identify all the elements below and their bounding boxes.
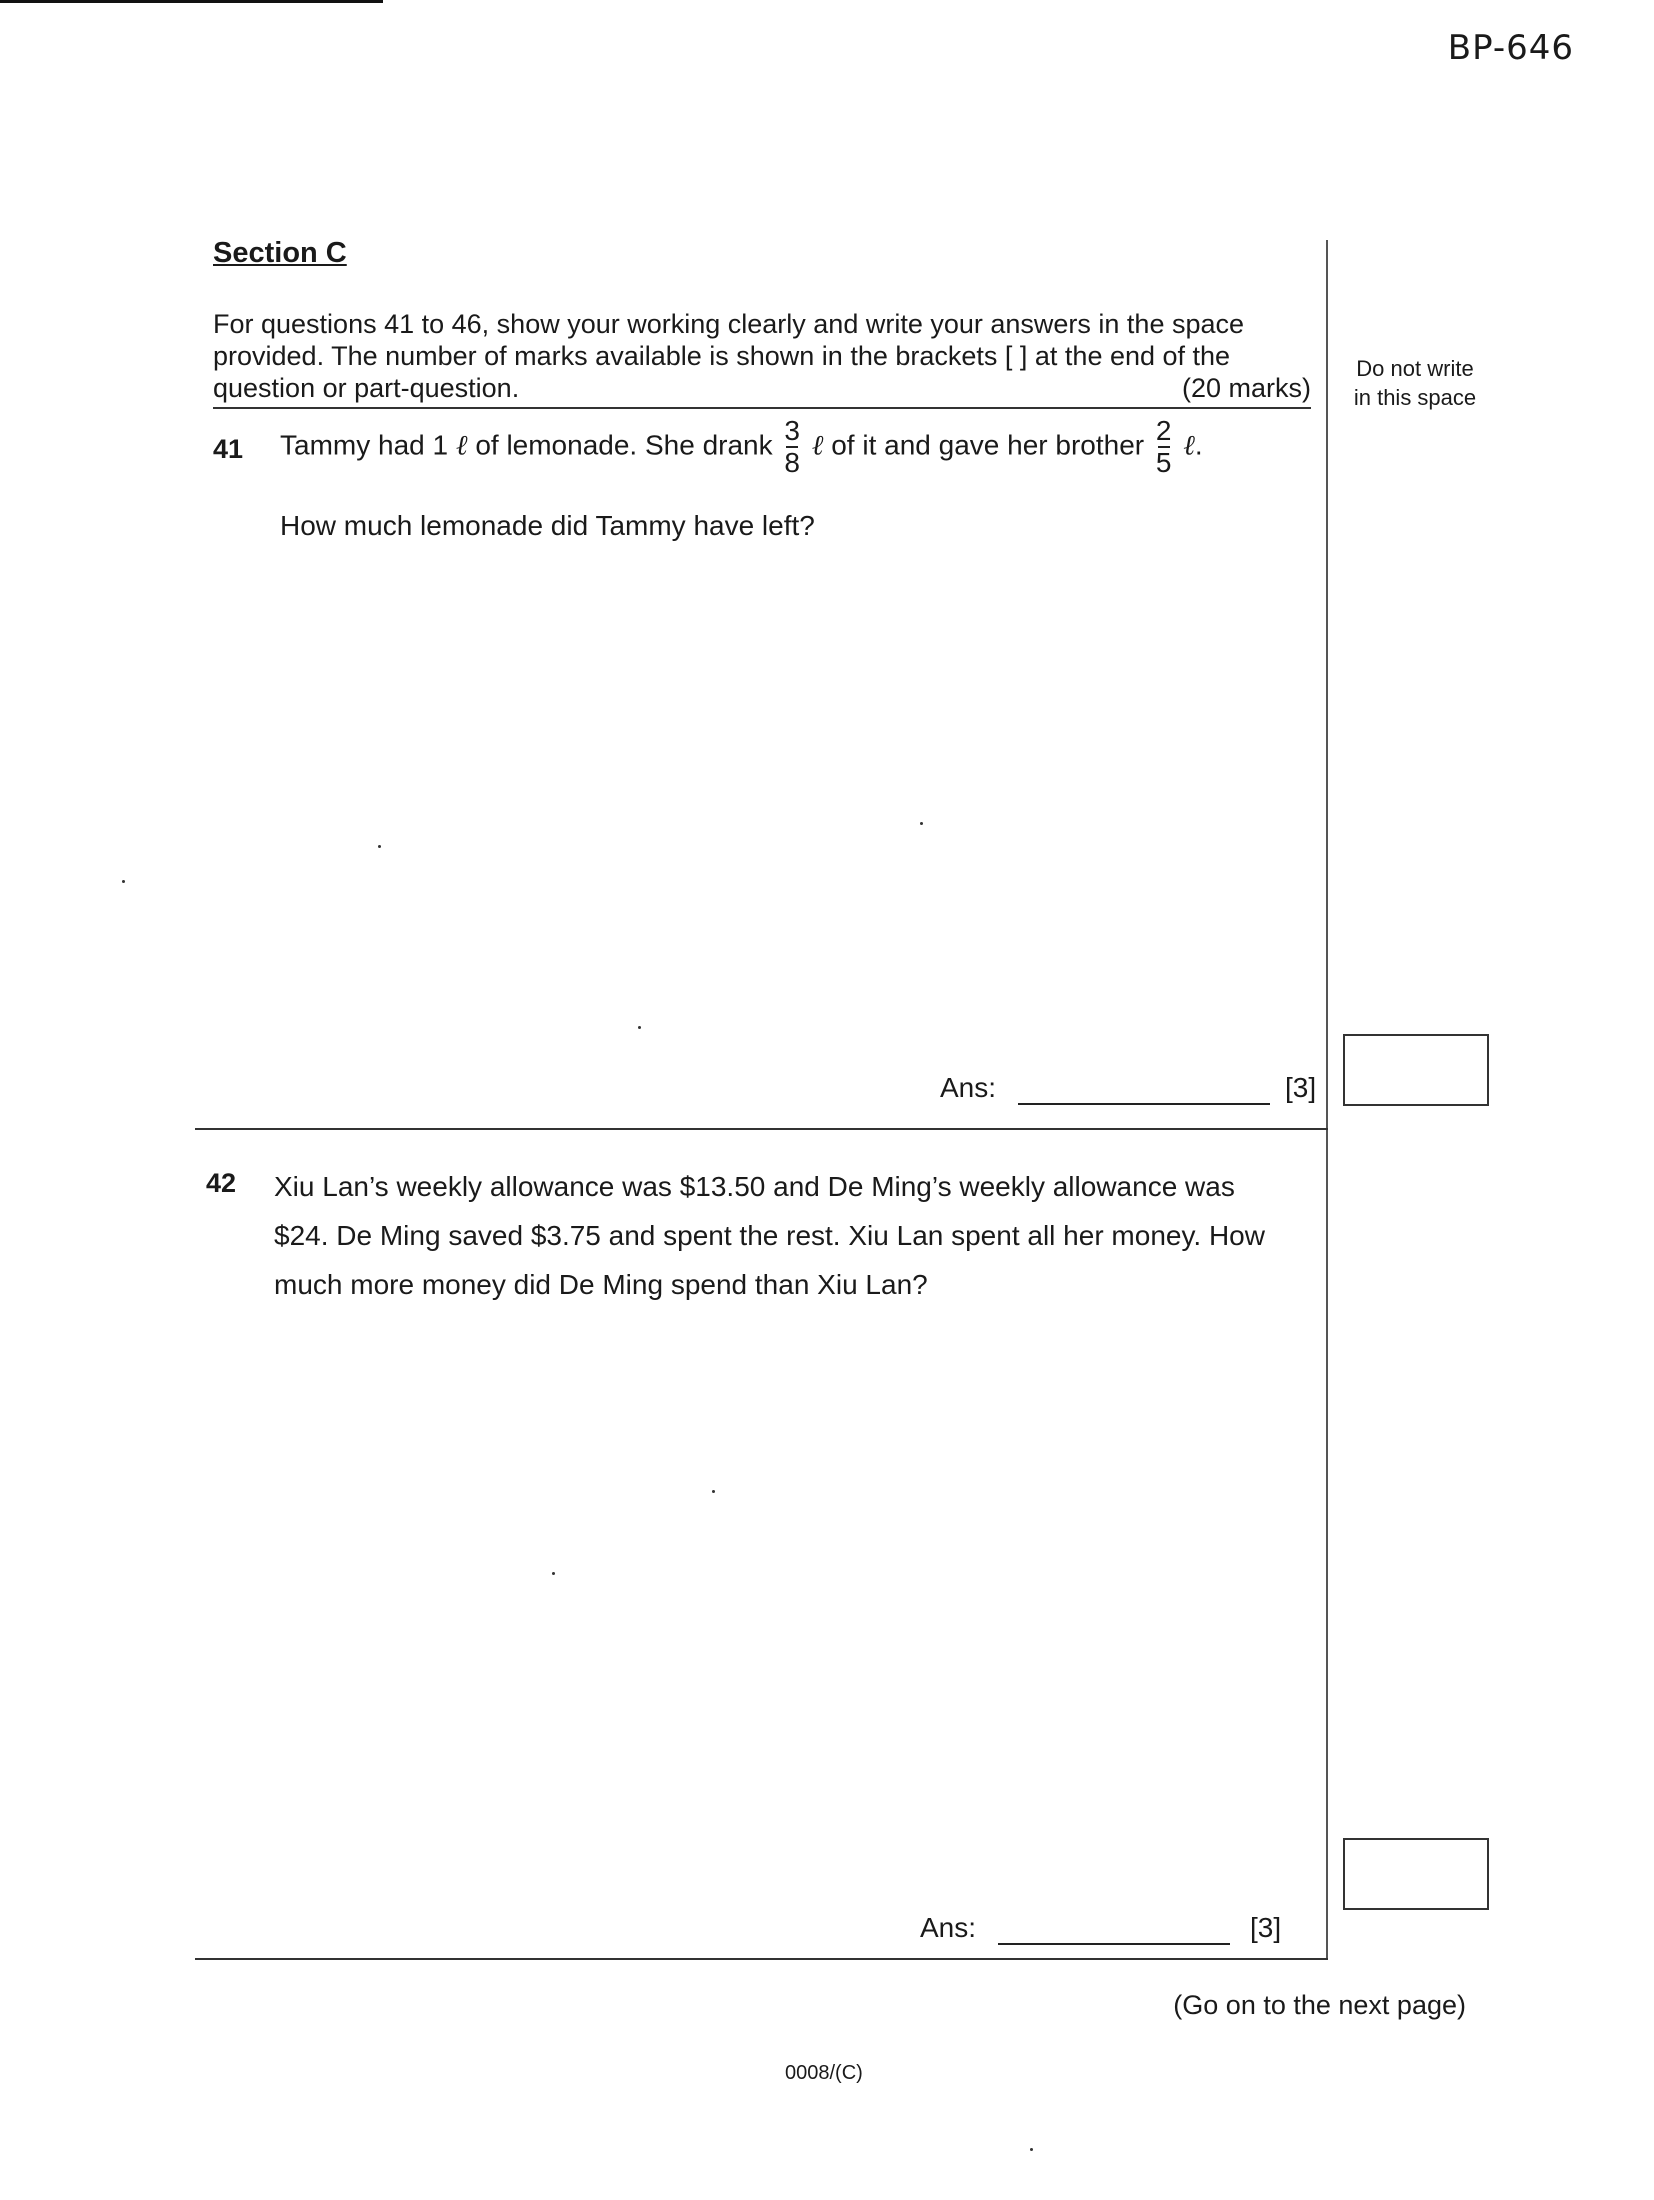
litre-symbol: ℓ — [455, 428, 468, 462]
fraction-two-fifths — [1156, 416, 1172, 478]
margin-column-line — [1326, 240, 1328, 1960]
q42-line-2: $24. De Ming saved $3.75 and spent the rest. Xiu Lan spent all her money. How — [274, 1220, 1265, 1251]
instructions-divider — [213, 407, 1311, 409]
scan-speck — [122, 880, 125, 883]
margin-note — [1335, 354, 1495, 412]
question-41-number: 41 — [213, 434, 244, 464]
section-instructions — [213, 308, 1311, 404]
go-on-next-page: (Go on to the next page) — [1173, 1990, 1466, 2020]
top-edge-rule — [0, 0, 383, 3]
scan-speck — [712, 1490, 715, 1493]
question-divider — [195, 1128, 1328, 1130]
q42-answer-line[interactable] — [998, 1943, 1230, 1945]
q41-text-d: . — [1194, 429, 1203, 461]
section-total-marks: (20 marks) — [1181, 373, 1311, 403]
scan-speck — [920, 822, 923, 825]
q41-text-a: Tammy had 1 — [280, 429, 449, 461]
q41-text-c: of it and gave her brother — [831, 429, 1145, 461]
margin-note-line-1: Do not write — [1356, 356, 1474, 381]
instructions-line-2: provided. The number of marks available is shown in the brackets [ ] at the end of the — [213, 341, 1231, 371]
q42-score-box — [1343, 1838, 1489, 1910]
q42-line-1: Xiu Lan’s weekly allowance was $13.50 and De Ming’s weekly allowance was — [274, 1171, 1235, 1202]
q41-score-box — [1343, 1034, 1489, 1106]
question-42-statement — [274, 1162, 1265, 1309]
section-title: Section C — [213, 237, 347, 269]
fraction-numerator: 3 — [784, 415, 800, 446]
instructions-line-1: For questions 41 to 46, show your working clearly and write your answers in the space — [213, 309, 1245, 339]
question-41-question: How much lemonade did Tammy have left? — [280, 510, 815, 541]
q42-line-3: much more money did De Ming spend than Xiu Lan? — [274, 1269, 928, 1300]
scan-speck — [378, 845, 381, 848]
q41-answer-label: Ans: — [940, 1072, 997, 1103]
question-divider — [195, 1958, 1328, 1960]
document-code: BP-646 — [1447, 28, 1574, 68]
scan-speck — [552, 1572, 555, 1575]
fraction-numerator: 2 — [1155, 415, 1172, 446]
q42-marks: [3] — [1250, 1912, 1282, 1943]
q41-marks: [3] — [1285, 1072, 1317, 1103]
scan-speck — [638, 1026, 641, 1029]
instructions-line-3 — [213, 372, 1311, 404]
margin-note-line-2: in this space — [1353, 385, 1477, 410]
q41-text-b: of lemonade. She drank — [475, 429, 773, 461]
q41-answer-line[interactable] — [1018, 1103, 1270, 1105]
fraction-denominator: 8 — [784, 447, 800, 478]
scan-speck — [1030, 2148, 1033, 2151]
fraction-three-eighths — [784, 416, 800, 478]
instructions-line-3-text: question or part-question. — [213, 373, 520, 403]
question-41-statement — [280, 416, 1203, 478]
question-42-number: 42 — [206, 1168, 237, 1198]
fraction-denominator: 5 — [1155, 447, 1172, 478]
page-code: 0008/(C) — [785, 2062, 863, 2084]
litre-symbol: ℓ — [811, 428, 824, 462]
q42-answer-label: Ans: — [920, 1912, 977, 1943]
litre-symbol: ℓ — [1183, 428, 1195, 462]
